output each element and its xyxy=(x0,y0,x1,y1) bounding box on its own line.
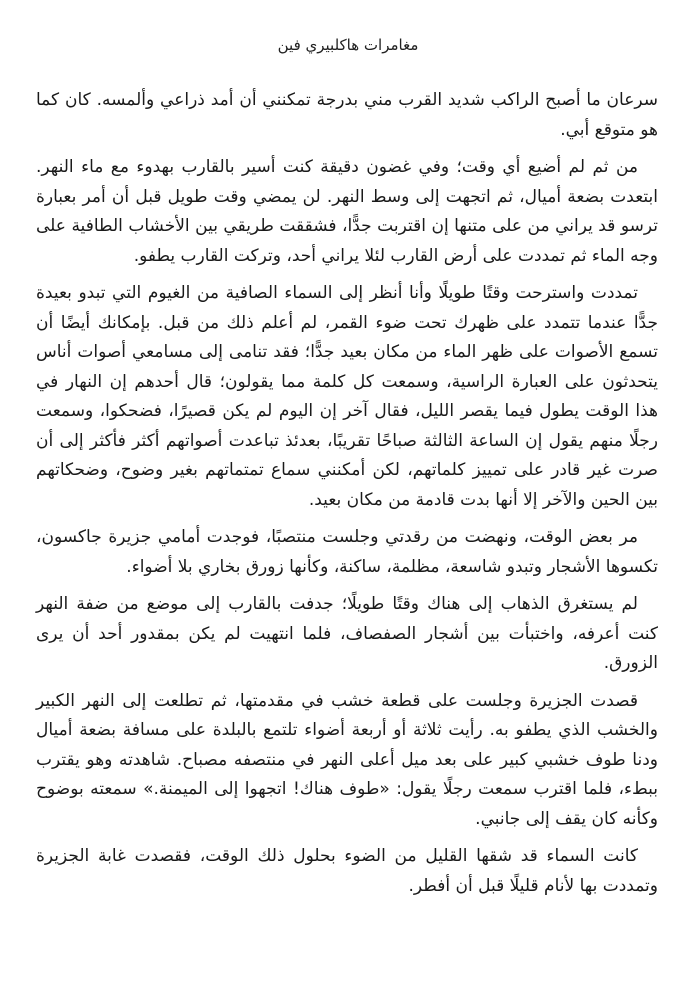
paragraph: كانت السماء قد شقها القليل من الضوء بحلول ذلك الوقت، فقصدت غابة الجزيرة وتمددت بها لأنام قليلًا قبل أن أفطر. xyxy=(36,846,658,896)
paragraph: لم يستغرق الذهاب إلى هناك وقتًا طويلًا؛ جدفت بالقارب إلى موضع من ضفة النهر كنت أعرفه، واختبأت بين أشجار الصفصاف، فلما انتهيت لم يكن بمقدور أحد أن يرى الزورق. xyxy=(36,594,658,673)
paragraph: مر بعض الوقت، ونهضت من رقدتي وجلست منتصبًا، فوجدت أمامي جزيرة جاكسون، تكسوها الأشجار وتبدو شاسعة، مظلمة، ساكنة، وكأنها زورق بخاري بلا أضواء. xyxy=(36,527,658,577)
paragraph: قصدت الجزيرة وجلست على قطعة خشب في مقدمتها، ثم تطلعت إلى النهر الكبير والخشب الذي يطفو به. رأيت ثلاثة أو أربعة أضواء تلتمع بالبلدة على مسافة بضعة أميال ودنا طوف خشبي كبير على بعد ميل أعلى النهر في منتصفه مصباح. شاهدته وهو يقترب ببطء، فلما اقترب سمعت رجلًا يقول: «طوف هناك! اتجهوا إلى الميمنة.» سمعته بوضوح وكأنه كان يقف إلى جانبي. xyxy=(36,690,658,829)
paragraph: سرعان ما أصبح الراكب شديد القرب مني بدرجة تمكنني أن أمد ذراعي وألمسه. كان كما هو متوقع أبي. xyxy=(36,90,658,140)
body-text xyxy=(36,86,658,909)
running-title: مغامرات هاكلبيري فين xyxy=(277,36,419,54)
paragraph: تمددت واسترحت وقتًا طويلًا وأنا أنظر إلى السماء الصافية من الغيوم التي تبدو بعيدة جدًّا عندما تتمدد على ظهرك تحت ضوء القمر، لم أعلم ذلك من قبل. بإمكانك أيضًا أن تسمع الأصوات على ظهر الماء من مكان بعيد جدًّا؛ فقد تنامى إلى مسامعي أصوات أناس يتحدثون على العبارة الراسية، وسمعت كل كلمة مما يقولون؛ قال أحدهم إن النهار في هذا الوقت يطول فيما يقصر الليل، فقال آخر إن اليوم لم يكن قصيرًا، فضحكوا، وسمعت رجلًا منهم يقول إن الساعة الثالثة صباحًا تقريبًا، بعدئذ تباعدت أصواتهم أكثر فأكثر إلى أن صرت غير قادر على تمييز كلماتهم، لكن أمكنني سماع تمتماتهم بغير وضوح، وضحكاتهم بين الحين والآخر إلا أنها بدت قادمة من مكان بعيد. xyxy=(36,283,658,510)
paragraph: من ثم لم أضيع أي وقت؛ وفي غضون دقيقة كنت أسير بالقارب بهدوء مع ماء النهر. ابتعدت بضعة أميال، ثم اتجهت إلى وسط النهر. لن يمضي وقت طويل قبل أن أمر بعبارة ترسو قد يراني من على متنها إن اقتربت جدًّا، فشققت طريقي بين الأخشاب الطافية على وجه الماء ثم تمددت على أرض القارب لئلا يراني أحد، وتركت القارب يطفو. xyxy=(36,157,658,266)
